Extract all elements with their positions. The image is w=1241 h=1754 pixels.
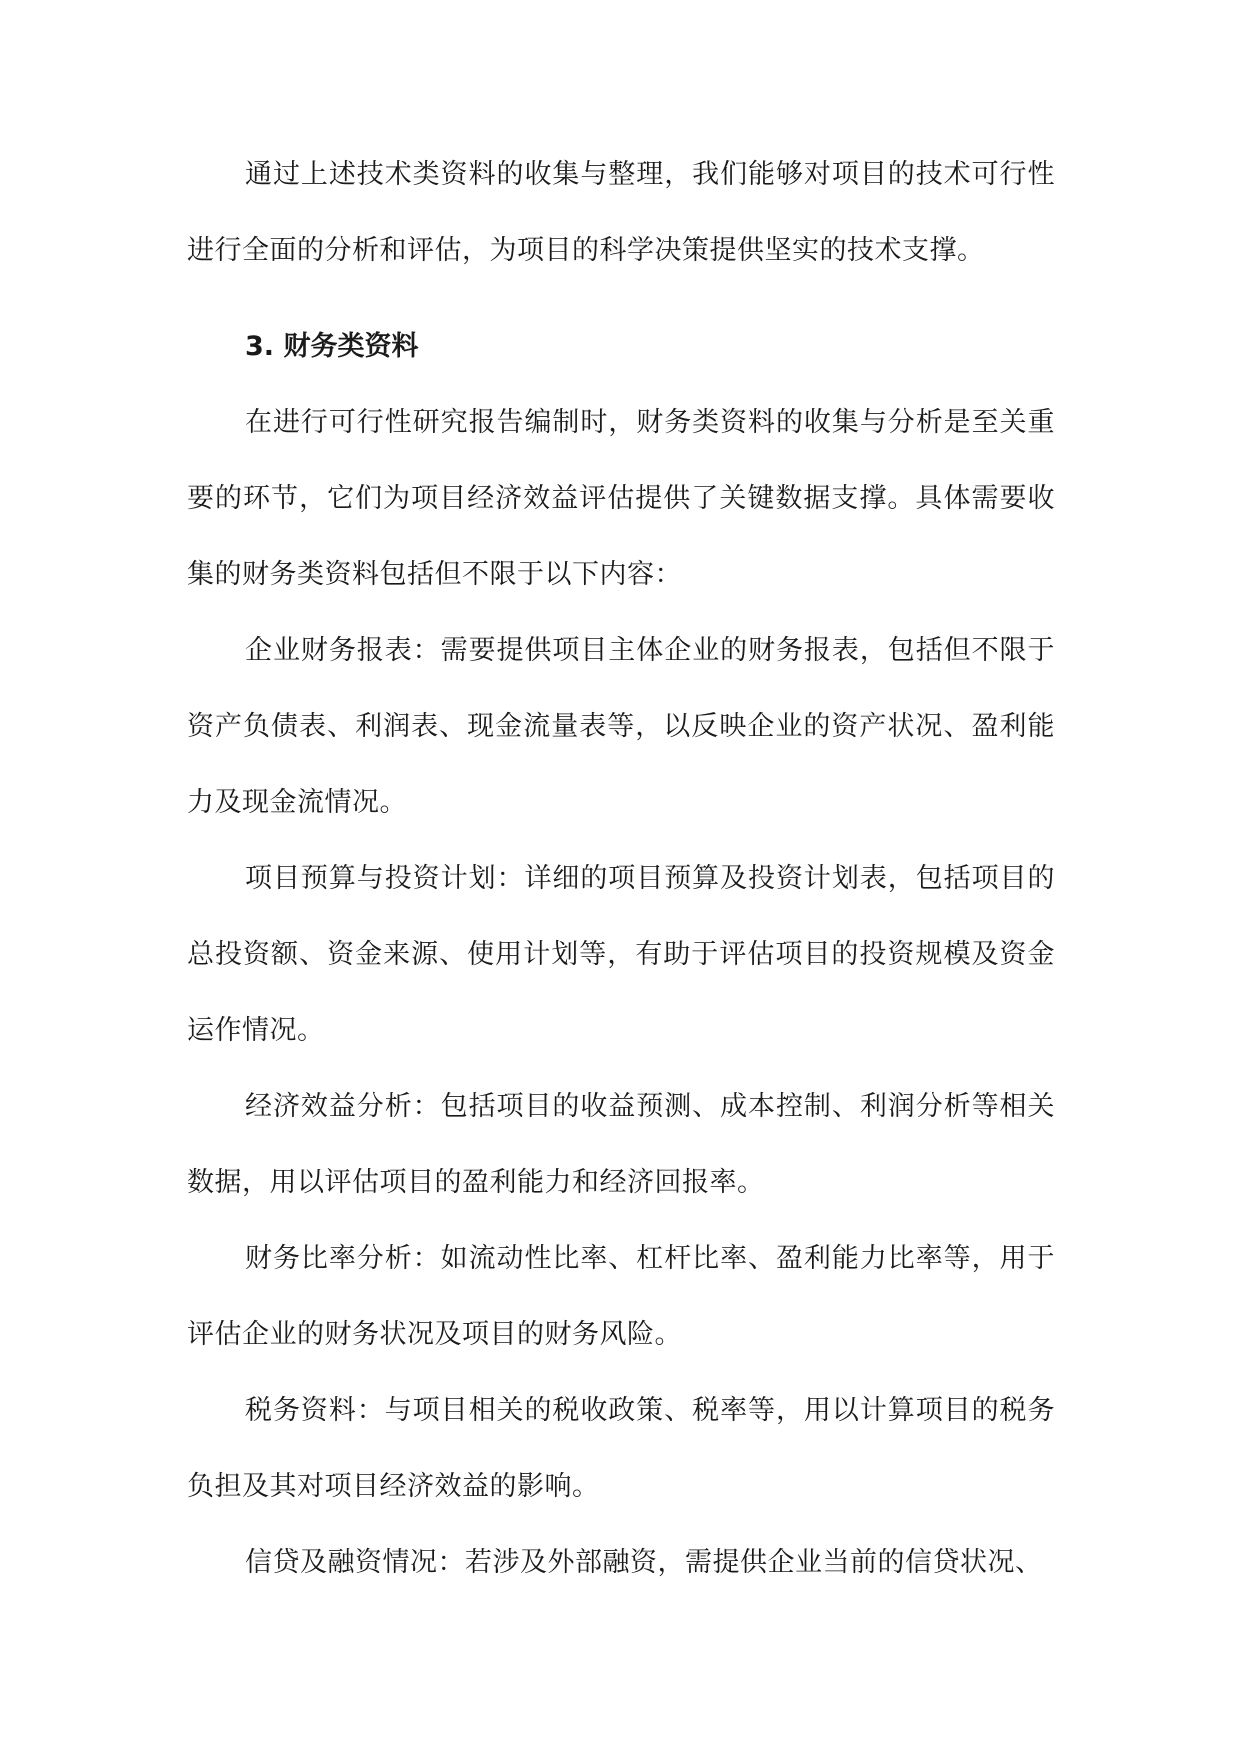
paragraph-financial-statements: 企业财务报表：需要提供项目主体企业的财务报表，包括但不限于资产负债表、利润表、现金流量表等，以反映企业的资产状况、盈利能力及现金流情况。 (187, 635, 1055, 818)
paragraph-economic-benefit: 经济效益分析：包括项目的收益预测、成本控制、利润分析等相关数据，用以评估项目的盈利能力和经济回报率。 (187, 1091, 1055, 1198)
paragraph-tax: 税务资料：与项目相关的税收政策、税率等，用以计算项目的税务负担及其对项目经济效益的影响。 (187, 1395, 1055, 1502)
section-heading: 3. 财务类资料 (245, 331, 419, 362)
spacer (187, 289, 1055, 309)
paragraph-intro: 在进行可行性研究报告编制时，财务类资料的收集与分析是至关重要的环节，它们为项目经济效益评估提供了关键数据支撑。具体需要收集的财务类资料包括但不限于以下内容： (187, 407, 1055, 590)
paragraph-tech-summary: 通过上述技术类资料的收集与整理，我们能够对项目的技术可行性进行全面的分析和评估，为项目的科学决策提供坚实的技术支撑。 (187, 159, 1055, 266)
paragraph-budget-investment: 项目预算与投资计划：详细的项目预算及投资计划表，包括项目的总投资额、资金来源、使用计划等，有助于评估项目的投资规模及资金运作情况。 (187, 863, 1055, 1046)
paragraph-financial-ratio: 财务比率分析：如流动性比率、杠杆比率、盈利能力比率等，用于评估企业的财务状况及项目的财务风险。 (187, 1243, 1055, 1350)
document-body (187, 137, 1055, 1601)
paragraph-credit-financing: 信贷及融资情况：若涉及外部融资，需提供企业当前的信贷状况、 (245, 1547, 1043, 1578)
